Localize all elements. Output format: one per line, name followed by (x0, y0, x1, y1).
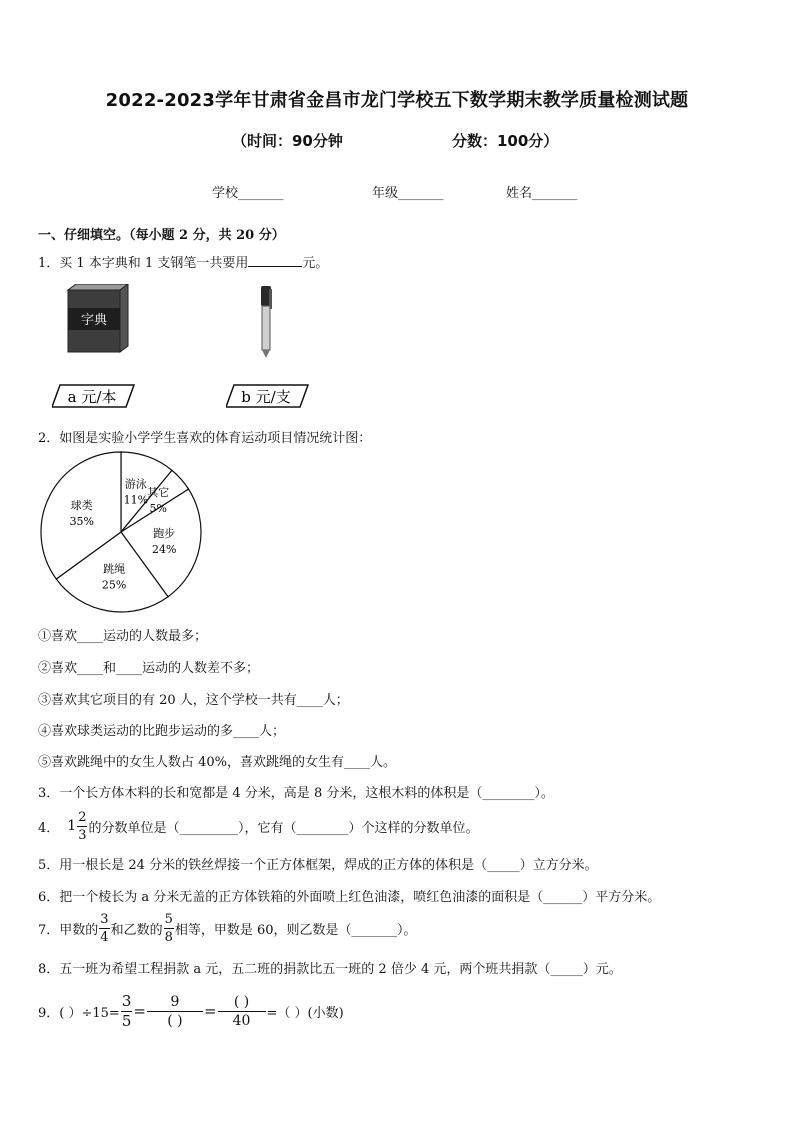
pen-icon (256, 284, 276, 360)
pie-label-name-2: 跑步 (153, 527, 176, 541)
pie-label-value-2: 24% (151, 543, 177, 557)
q7-suffix: 相等，甲数是 60，则乙数是（_______）。 (174, 922, 417, 938)
dictionary-icon (64, 284, 130, 356)
q9-prefix: 9．( ）÷15= (38, 1005, 120, 1021)
question-2-sub-1: ①喜欢____运动的人数最多； (38, 629, 208, 644)
question-2: 2．如图是实验小学学生喜欢的体育运动项目情况统计图： (38, 431, 372, 446)
pie-chart (38, 448, 208, 616)
q7-f1-numerator: 3 (100, 911, 109, 927)
q9-fraction-1 (121, 991, 133, 1030)
price-b-label: b 元/支 (241, 388, 291, 406)
question-2-sub-2: ②喜欢____和____运动的人数差不多； (38, 661, 260, 676)
question-2-sub-4: ④喜欢球类运动的比跑步运动的多____人； (38, 724, 286, 739)
pie-label-value-0: 11% (123, 493, 149, 507)
question-7 (38, 908, 417, 948)
q7-f1-denominator: 4 (100, 929, 109, 945)
pie-label-name-3: 跳绳 (103, 562, 126, 576)
grade-field: 年级_______ (372, 186, 444, 201)
q7-f2-numerator: 5 (164, 911, 173, 927)
pie-label-value-4: 35% (69, 515, 95, 528)
q9-f3-denominator: 40 (232, 1012, 251, 1029)
q4-whole: 1 (67, 818, 77, 834)
q9-f2-numerator: 9 (147, 995, 203, 1012)
question-9 (38, 988, 344, 1034)
question-6: 6．把一个棱长为 a 分米无盖的正方体铁箱的外面喷上红色油漆，喷红色油漆的面积是（______）平方分米。 (38, 890, 661, 905)
q9-f2-denominator: ( ) (167, 1012, 183, 1029)
question-5: 5．用一根长是 24 分米的铁丝焊接一个正方体框架，焊成的正方体的体积是（_____）立方分米。 (38, 858, 598, 873)
section-heading: 一、仔细填空。（每小题 2 分，共 20 分） (38, 228, 285, 243)
q9-fraction-2 (147, 995, 203, 1028)
pie-label-name-0: 游泳 (124, 477, 147, 491)
price-tag-b (226, 383, 310, 409)
name-field: 姓名_______ (506, 186, 578, 201)
price-a-label: a 元/本 (67, 388, 117, 406)
question-4 (38, 806, 479, 846)
q4-fraction (77, 811, 87, 842)
q9-suffix: =（ ）(小数) (266, 1005, 344, 1021)
q4-denominator: 3 (78, 827, 87, 843)
q7-fraction-2 (164, 913, 174, 944)
q9-f3-numerator: ( ) (218, 995, 266, 1012)
q9-f1-numerator: 3 (121, 991, 132, 1010)
q4-prefix: 4． (38, 820, 60, 836)
q9-equals-1: = (133, 1002, 146, 1020)
question-2-sub-3: ③喜欢其它项目的有 20 人，这个学校一共有____人； (38, 693, 349, 708)
question-8: 8．五一班为希望工程捐款 a 元，五二班的捐款比五一班的 2 倍少 4 元，两个班共捐款（_____）元。 (38, 962, 622, 977)
book-label: 字典 (80, 313, 108, 328)
pie-label-name-1: 其它 (147, 486, 170, 500)
q9-fraction-3 (218, 995, 266, 1028)
q4-numerator: 2 (78, 809, 87, 825)
q7-f2-denominator: 8 (164, 929, 173, 945)
q1-prefix: 1．买 1 本字典和 1 支钢笔一共要用 (38, 256, 249, 271)
q7-prefix: 7．甲数的 (38, 922, 99, 938)
q9-f1-denominator: 5 (121, 1011, 132, 1030)
pie-label-value-3: 25% (101, 578, 127, 592)
question-3: 3．一个长方体木料的长和宽都是 4 分米，高是 8 分米，这根木料的体积是（________）。 (38, 786, 554, 801)
school-field: 学校_______ (212, 186, 284, 201)
pie-label-name-4: 球类 (70, 499, 93, 512)
q1-suffix: 元。 (302, 256, 329, 271)
q9-equals-2: = (203, 1002, 217, 1020)
question-2-sub-5: ⑤喜欢跳绳中的女生人数占 40%，喜欢跳绳的女生有____人。 (38, 755, 397, 770)
page-title: 2022-2023学年甘肃省金昌市龙门学校五下数学期末教学质量检测试题 (105, 90, 689, 111)
q4-suffix: 的分数单位是（_________），它有（________）个这样的分数单位。 (88, 820, 479, 836)
q7-mid: 和乙数的 (110, 922, 163, 938)
q1-blank (248, 254, 302, 267)
exam-score: 分数：100分） (452, 132, 559, 150)
price-tag-a (52, 383, 136, 409)
exam-time: （时间：90分钟 (232, 132, 343, 150)
question-1 (38, 252, 328, 271)
pie-label-value-1: 5% (149, 502, 167, 516)
q7-fraction-1 (99, 913, 109, 944)
